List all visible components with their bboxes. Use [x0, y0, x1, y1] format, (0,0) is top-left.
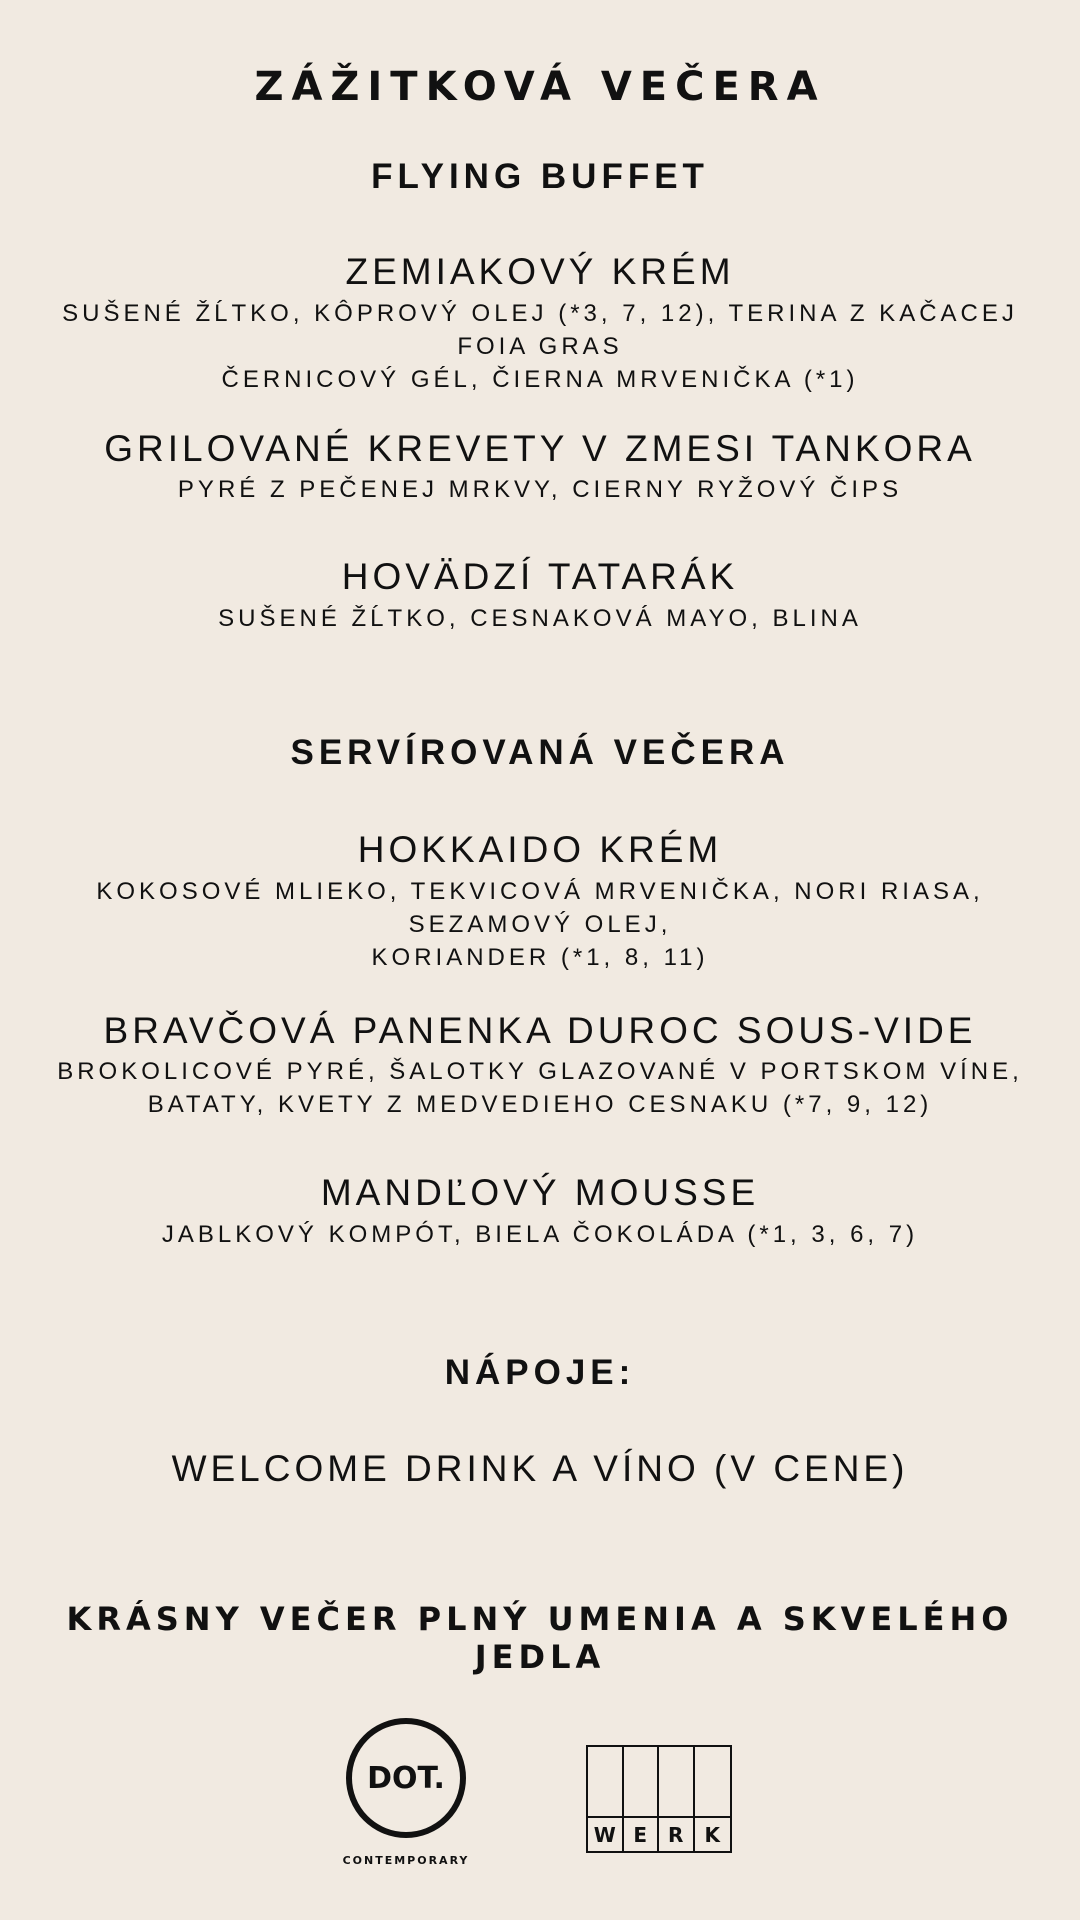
werk-logo [586, 1745, 732, 1853]
dish-name: ZEMIAKOVÝ KRÉM [345, 251, 735, 292]
dish-name: GRILOVANÉ KREVETY V ZMESI TANKORA [104, 428, 976, 469]
dish-description-line: BROKOLICOVÉ PYRÉ, ŠALOTKY GLAZOVANÉ V PORTSKOM VÍNE, [57, 1058, 1023, 1085]
werk-logo-letter: K [695, 1816, 731, 1851]
dish-description-line: ČERNICOVÝ GÉL, ČIERNA MRVENIČKA (*1) [221, 366, 859, 393]
dish-description-line: PYRÉ Z PEČENEJ MRKVY, CIERNY RYŽOVÝ ČIPS [177, 476, 903, 503]
dish-description [0, 602, 1080, 635]
dish-description-line: SEZAMOVÝ OLEJ, [408, 911, 672, 938]
dish-description [0, 473, 1080, 506]
dish-description-line: KOKOSOVÉ MLIEKO, TEKVICOVÁ MRVENIČKA, NORI RIASA, [96, 878, 984, 905]
dish-description [0, 875, 1080, 974]
dish-description-line: BATATY, KVETY Z MEDVEDIEHO CESNAKU (*7, 9, 12) [147, 1091, 933, 1118]
werk-logo-cell [588, 1747, 624, 1816]
dish-description [0, 1055, 1080, 1121]
section-heading-flying-buffet: FLYING BUFFET [371, 157, 709, 196]
werk-logo-cell [624, 1747, 660, 1816]
dot-logo-mark: DOT. [367, 1760, 445, 1796]
dish-description-line: FOIA GRAS [457, 333, 623, 360]
dish-name: HOKKAIDO KRÉM [357, 829, 723, 870]
drinks-text: WELCOME DRINK A VÍNO (V CENE) [171, 1448, 909, 1489]
werk-logo-letter: W [588, 1816, 624, 1851]
werk-logo-letter: R [659, 1816, 695, 1851]
dish-description-line: SUŠENÉ ŽĹTKO, CESNAKOVÁ MAYO, BLINA [218, 605, 862, 632]
dish-description [0, 297, 1080, 396]
werk-logo-letter: E [624, 1816, 660, 1851]
section-heading-served-dinner: SERVÍROVANÁ VEČERA [290, 733, 790, 772]
dot-logo-subtitle: CONTEMPORARY [342, 1854, 470, 1867]
werk-logo-cell [695, 1747, 731, 1816]
page-title: ZÁŽITKOVÁ VEČERA [254, 64, 826, 110]
closing-line: KRÁSNY VEČER PLNÝ UMENIA A SKVELÉHO JEDLA [66, 1600, 1014, 1676]
section-heading-drinks: NÁPOJE: [444, 1353, 636, 1392]
dot-contemporary-logo [340, 1718, 472, 1867]
dish-description-line: JABLKOVÝ KOMPÓT, BIELA ČOKOLÁDA (*1, 3, 6, 7) [161, 1221, 919, 1248]
dot-logo-circle [346, 1718, 466, 1838]
dish-description [0, 1218, 1080, 1251]
dish-name: BRAVČOVÁ PANENKA DUROC SOUS-VIDE [103, 1010, 977, 1051]
logos [0, 1718, 1080, 1888]
dish-name: MANDĽOVÝ MOUSSE [320, 1172, 760, 1213]
dish-description-line: SUŠENÉ ŽĹTKO, KÔPROVÝ OLEJ (*3, 7, 12), TERINA Z KAČACEJ [62, 300, 1018, 327]
werk-logo-cell [659, 1747, 695, 1816]
dish-description-line: KORIANDER (*1, 8, 11) [371, 944, 709, 971]
dish-name: HOVÄDZÍ TATARÁK [341, 556, 739, 597]
